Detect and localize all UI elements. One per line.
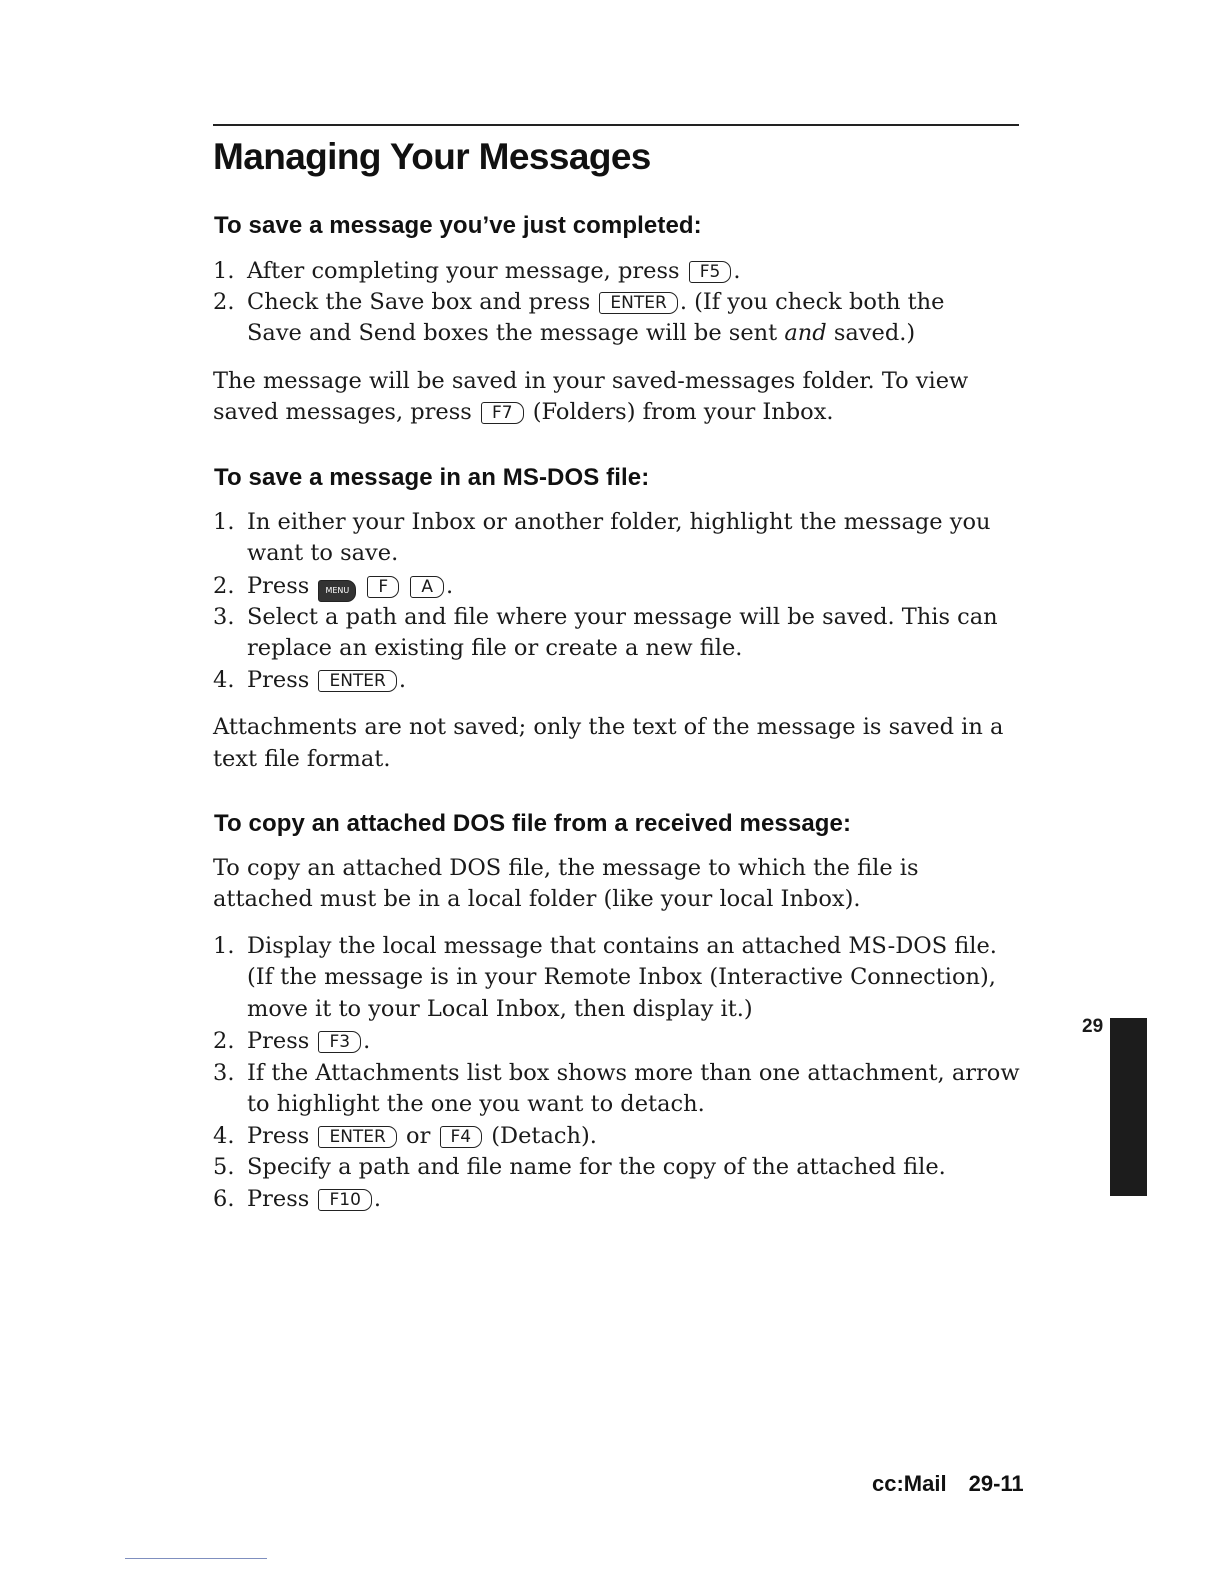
f4-key: F4 <box>440 1126 483 1148</box>
step-number: 3. <box>213 604 235 630</box>
step-text-continued: want to save. <box>247 540 399 566</box>
step-text: Display the local message that contains an attached MS-DOS file. <box>247 933 997 959</box>
paragraph-line: To copy an attached DOS file, the message to which the file is <box>213 855 919 881</box>
emphasis: and <box>784 320 827 346</box>
step-text: After completing your message, press F5 . <box>247 258 741 284</box>
step-text: Press F10 . <box>247 1186 382 1212</box>
step-text: Press MENU F A . <box>247 571 453 602</box>
step-text-continued: to highlight the one you want to detach. <box>247 1091 705 1117</box>
step-number: 3. <box>213 1060 235 1086</box>
step-number: 1. <box>213 933 235 959</box>
step-text: Check the Save box and press ENTER . (If you check both the <box>247 289 945 315</box>
step-number: 5. <box>213 1154 235 1180</box>
step-text: Press F3 . <box>247 1028 371 1054</box>
paragraph-line: text file format. <box>213 746 391 772</box>
top-rule <box>213 124 1019 126</box>
step-text-continued: (If the message is in your Remote Inbox (Interactive Connection), <box>247 964 996 990</box>
step-number: 2. <box>213 289 235 315</box>
enter-key: ENTER <box>318 670 396 692</box>
menu-key: MENU <box>318 580 356 602</box>
f7-key: F7 <box>481 402 524 424</box>
step-number: 2. <box>213 1028 235 1054</box>
step-text: Press ENTER or F4 (Detach). <box>247 1123 597 1149</box>
paragraph-line: Attachments are not saved; only the text of the message is saved in a <box>213 714 1004 740</box>
step-text: If the Attachments list box shows more than one attachment, arrow <box>247 1060 1020 1086</box>
step-number: 4. <box>213 1123 235 1149</box>
section-heading-save-completed: To save a message you’ve just completed: <box>214 212 702 239</box>
a-key: A <box>410 576 444 598</box>
paragraph-line: The message will be saved in your saved-messages folder. To view <box>213 368 969 394</box>
f3-key: F3 <box>318 1031 361 1053</box>
chapter-tab-marker <box>1110 1018 1147 1196</box>
step-text-continued: move it to your Local Inbox, then display it.) <box>247 996 753 1022</box>
section-heading-copy-attached: To copy an attached DOS file from a received message: <box>214 810 852 837</box>
chapter-tab-label: 29 <box>1082 1016 1104 1037</box>
footer-product: cc:Mail <box>872 1471 947 1496</box>
step-text-continued: replace an existing file or create a new file. <box>247 635 743 661</box>
paragraph-line: attached must be in a local folder (like your local Inbox). <box>213 886 861 912</box>
footer-page-number: 29-11 <box>968 1471 1024 1496</box>
step-number: 6. <box>213 1186 235 1212</box>
f10-key: F10 <box>318 1189 371 1211</box>
step-text: Specify a path and file name for the copy of the attached file. <box>247 1154 946 1180</box>
page-footer <box>872 1471 1024 1497</box>
step-text: In either your Inbox or another folder, highlight the message you <box>247 509 991 535</box>
step-number: 2. <box>213 573 235 599</box>
f-key: F <box>367 576 399 598</box>
step-number: 4. <box>213 667 235 693</box>
f5-key: F5 <box>689 261 732 283</box>
step-text: Press ENTER . <box>247 667 407 693</box>
page-title: Managing Your Messages <box>213 136 651 177</box>
enter-key: ENTER <box>318 1126 396 1148</box>
step-number: 1. <box>213 258 235 284</box>
step-text: Select a path and file where your message will be saved. This can <box>247 604 998 630</box>
section-heading-save-ms-dos: To save a message in an MS-DOS file: <box>214 464 650 491</box>
step-number: 1. <box>213 509 235 535</box>
enter-key: ENTER <box>599 292 677 314</box>
paragraph-line: saved messages, press F7 (Folders) from your Inbox. <box>213 399 834 425</box>
step-text-continued: Save and Send boxes the message will be sent and saved.) <box>247 320 916 346</box>
bottom-rule <box>125 1558 267 1559</box>
